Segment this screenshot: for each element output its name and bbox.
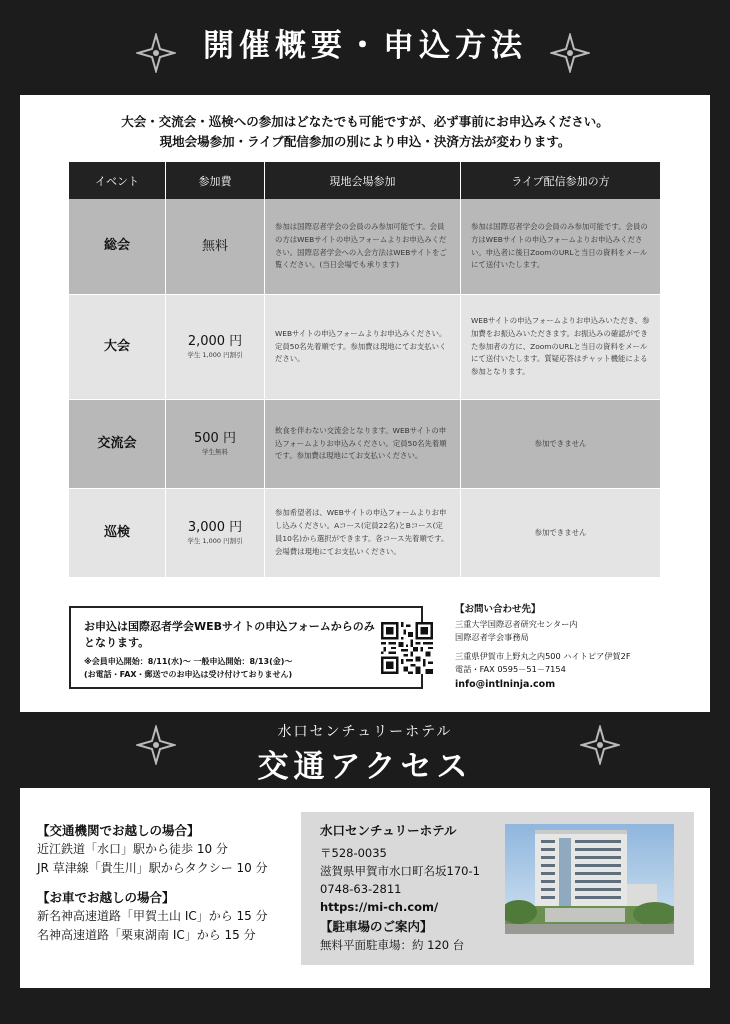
hotel-phone: 0748-63-2811	[320, 882, 402, 896]
intro-line-2: 現地会場参加・ライブ配信参加の別により申込・決済方法が変わります。	[159, 134, 571, 149]
application-start-dates: ※会員申込開始：8/11(水)～ 一般申込開始：8/13(金)～	[84, 657, 293, 666]
intro-line-1: 大会・交流会・巡検への参加はどなたでも可能ですが、必ず事前にお申込みください。	[121, 114, 609, 129]
table-header: ライブ配信参加の方	[461, 162, 660, 199]
hotel-name: 水口センチュリーホテル	[320, 823, 457, 838]
transit-info	[37, 821, 307, 945]
fee-amount: 500 円	[194, 431, 236, 446]
live-info: 参加できません	[461, 400, 660, 489]
hotel-info	[320, 822, 510, 954]
public-transit-route: JR 草津線「貴生川」駅からタクシー 10 分	[37, 861, 268, 875]
parking-info: 無料平面駐車場：約 120 台	[320, 938, 465, 952]
event-fee	[166, 199, 265, 295]
qr-code-icon[interactable]	[381, 622, 433, 674]
car-route: 名神高速道路「栗東湖南 IC」から 15 分	[37, 928, 256, 942]
fee-amount: 2,000 円	[187, 334, 243, 349]
car-route: 新名神高速道路「甲賀土山 IC」から 15 分	[37, 909, 268, 923]
fee-amount: 3,000 円	[187, 520, 243, 535]
fee-amount: 無料	[201, 238, 228, 254]
table-row	[69, 199, 660, 295]
fee-discount: 学生 1,000 円割引	[187, 537, 243, 545]
table-row	[69, 295, 660, 400]
fee-discount: 学生 1,000 円割引	[187, 351, 243, 359]
application-notice-box	[69, 606, 423, 689]
table-header: イベント	[69, 162, 166, 199]
contact-info	[455, 603, 705, 691]
contact-address: 三重県伊賀市上野丸之内500 ハイトピア伊賀2F	[455, 651, 631, 661]
live-info: 参加できません	[461, 489, 660, 578]
contact-office: 国際忍者学会事務局	[455, 632, 529, 642]
live-info: 参加は国際忍者学会の会員のみ参加可能です。会員の方はWEBサイトの申込フォームよりお申込みください。申込者に後日ZoomのURLと当日の資料をメールにて送付いたします。	[461, 199, 660, 295]
event-name: 大会	[69, 295, 166, 400]
public-transit-route: 近江鉄道「水口」駅から徒歩 10 分	[37, 842, 228, 856]
table-header: 現地会場参加	[265, 162, 461, 199]
section-title-access: 交通アクセス	[257, 749, 473, 785]
hotel-postal-code: 〒528-0035	[320, 846, 387, 860]
event-fee	[166, 489, 265, 578]
event-name: 総会	[69, 199, 166, 295]
application-restriction: (お電話・FAX・郵送でのお申込は受け付けておりません)	[84, 670, 293, 679]
hotel-address: 滋賀県甲賀市水口町名坂170-1	[320, 864, 480, 878]
application-dates	[84, 655, 384, 681]
access-panel	[20, 788, 710, 988]
onsite-info: WEBサイトの申込フォームよりお申込みください。定員50名先着順です。参加費は現地にてお支払いください。	[265, 295, 461, 400]
venue-name-subtitle: 水口センチュリーホテル	[277, 724, 453, 740]
public-transit-heading: 【交通機関でお越しの場合】	[37, 823, 200, 838]
contact-phone: 電話・FAX 0595－51－7154	[455, 664, 566, 674]
onsite-info: 参加希望者は、WEBサイトの申込フォームよりお申し込みください。Aコース(定員22名)とBコース(定員10名)から選択ができます。各コース先着順です。会場費は現地にてお支払いください。	[265, 489, 461, 578]
hotel-url[interactable]: https://mi-ch.com/	[320, 900, 439, 914]
car-heading: 【お車でお越しの場合】	[37, 890, 175, 905]
hotel-photo	[505, 824, 674, 934]
onsite-info: 参加は国際忍者学会の会員のみ参加可能です。会員の方はWEBサイトの申込フォームよりお申込みください。国際忍者学会への入会方法はWEBサイトをご覧ください。(当日会場でも承ります)	[265, 199, 461, 295]
contact-org: 三重大学国際忍者研究センター内	[455, 619, 578, 629]
event-fee	[166, 295, 265, 400]
hotel-info-box	[301, 812, 694, 965]
fee-table	[69, 162, 660, 578]
table-row	[69, 489, 660, 578]
section-title-overview: 開催概要・申込方法	[203, 28, 527, 64]
live-info: WEBサイトの申込フォームよりお申込みいただき、参加費をお振込みいただきます。お振込みの確認ができた参加者の方に、ZoomのURLと当日の資料をメールにて送付いたします。質疑応答はチャット機能による参加となります。	[461, 295, 660, 400]
fee-discount: 学生無料	[202, 448, 228, 456]
event-fee	[166, 400, 265, 489]
event-name: 交流会	[69, 400, 166, 489]
contact-email[interactable]: info@intlninja.com	[455, 679, 556, 690]
intro-text	[20, 112, 710, 152]
event-name: 巡検	[69, 489, 166, 578]
table-header: 参加費	[166, 162, 265, 199]
application-notice: お申込は国際忍者学会WEBサイトの申込フォームからのみとなります。	[84, 620, 375, 649]
overview-panel	[20, 95, 710, 712]
contact-heading: 【お問い合わせ先】	[455, 604, 541, 615]
parking-heading: 【駐車場のご案内】	[320, 919, 433, 934]
table-row	[69, 400, 660, 489]
onsite-info: 飲食を伴わない交流会となります。WEBサイトの申込フォームよりお申込みください。定員50名先着順です。参加費は現地にてお支払いください。	[265, 400, 461, 489]
